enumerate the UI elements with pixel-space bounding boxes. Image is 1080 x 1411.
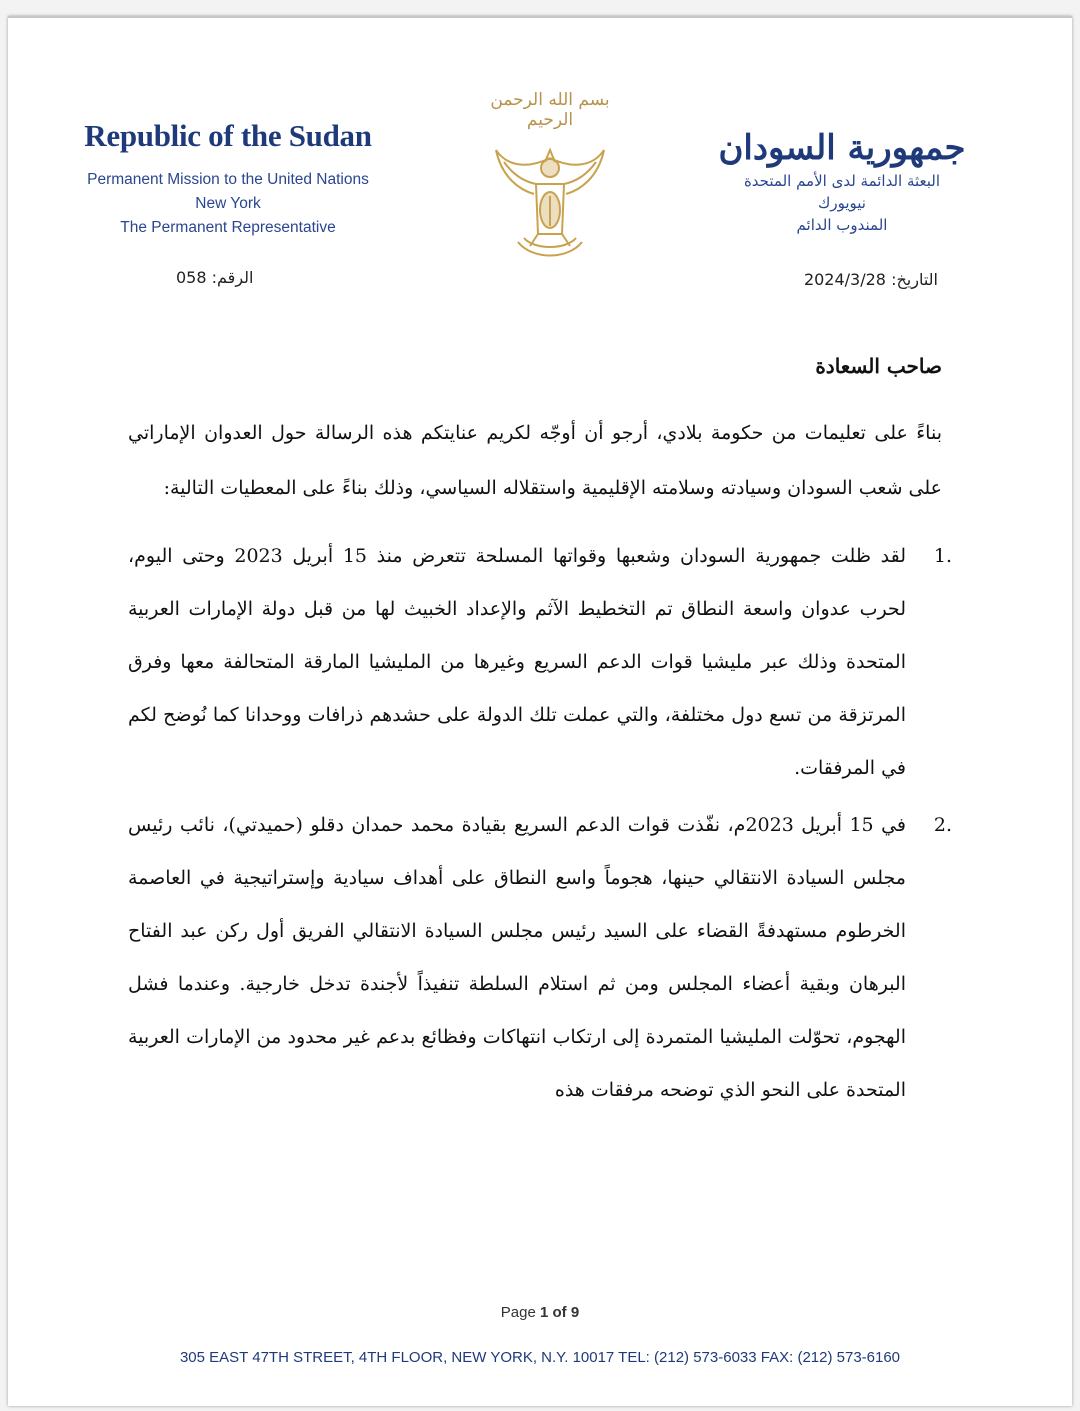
letter-page bbox=[8, 16, 1072, 1406]
intro-paragraph: بناءً على تعليمات من حكومة بلادي، أرجو أن أوجّه لكريم عنايتكم هذه الرسالة حول العدوان الإماراتي على شعب السودان وسيادته وسلامته الإقليمية واستقلاله السياسي، وذلك بناءً على المعطيات التالية: bbox=[128, 422, 942, 499]
sudan-emblem-icon bbox=[490, 138, 610, 268]
salutation: صاحب السعادة bbox=[815, 354, 942, 378]
point-number: 1. bbox=[933, 545, 952, 567]
arabic-mission-line: البعثة الدائمة لدى الأمم المتحدة bbox=[743, 172, 941, 190]
page-current: 1 bbox=[540, 1304, 549, 1321]
arabic-city-line: نيويورك bbox=[818, 194, 866, 212]
english-mission-line: Permanent Mission to the United Nations bbox=[87, 171, 369, 188]
reference-number: الرقم: 058 bbox=[176, 268, 254, 287]
english-country-title: Republic of the Sudan bbox=[84, 118, 372, 153]
page-of: of bbox=[552, 1304, 567, 1321]
english-city-line: New York bbox=[195, 195, 261, 212]
point-item bbox=[128, 799, 952, 1117]
english-letterhead bbox=[78, 118, 378, 240]
arabic-country-title: جمهورية السودان bbox=[718, 128, 966, 168]
bismillah-calligraphy: بسم الله الرحمن الرحيم bbox=[490, 90, 610, 130]
numbered-points bbox=[128, 530, 952, 1117]
letter-body bbox=[128, 354, 952, 1121]
page-total: 9 bbox=[570, 1304, 580, 1321]
letter-date: التاريخ: 2024/3/28 bbox=[803, 270, 938, 289]
point-number: 2. bbox=[933, 814, 952, 836]
point-text: لقد ظلت جمهورية السودان وشعبها وقواتها المسلحة تتعرض منذ 15 أبريل 2023 وحتى اليوم، لحرب عدوان واسعة النطاق تم التخطيط الآثم والإعداد الخبيث لها من قبل دولة الإمارات العربية المتحدة وذلك عبر مليشيا قوات الدعم السريع وغيرها من المليشيا المارقة المتحالفة معها وفرق المرتزقة من تسع دول مختلفة، والتي عملت تلك الدولة على حشدهم ذرافات ووحدانا كما نُوضح لكم في المرفقات. bbox=[128, 545, 906, 779]
page-label: Page bbox=[500, 1304, 536, 1321]
emblem-block bbox=[470, 90, 630, 260]
point-text: في 15 أبريل 2023م، نفّذت قوات الدعم السريع بقيادة محمد حمدان دقلو (حميدتي)، نائب رئيس مجلس السيادة الانتقالي حينها، هجوماً واسع النطاق على أهداف سيادية وإستراتيجية في العاصمة الخرطوم مستهدفةً القضاء على السيد رئيس مجلس السيادة الانتقالي الفريق أول ركن عبد الفتاح البرهان وبقية أعضاء المجلس ومن ثم استلام السلطة تنفيذاً لأجندة تدخل خارجية. وعندما فشل الهجوم، تحوّلت المليشيا المتمردة إلى ارتكاب انتهاكات وفظائع بدعم غير محدود من الإمارات العربية المتحدة على النحو الذي توضحه مرفقات هذه bbox=[128, 814, 906, 1101]
arabic-role-line: المندوب الدائم bbox=[796, 216, 888, 234]
address-footer: 305 EAST 47TH STREET, 4TH FLOOR, NEW YORK, N.Y. 10017 TEL: (212) 573-6033 FAX: (212) 573-6160 bbox=[179, 1349, 901, 1366]
point-item bbox=[128, 530, 952, 795]
english-role-line: The Permanent Representative bbox=[120, 219, 336, 236]
arabic-letterhead bbox=[692, 126, 992, 236]
page-indicator bbox=[8, 1304, 1072, 1321]
